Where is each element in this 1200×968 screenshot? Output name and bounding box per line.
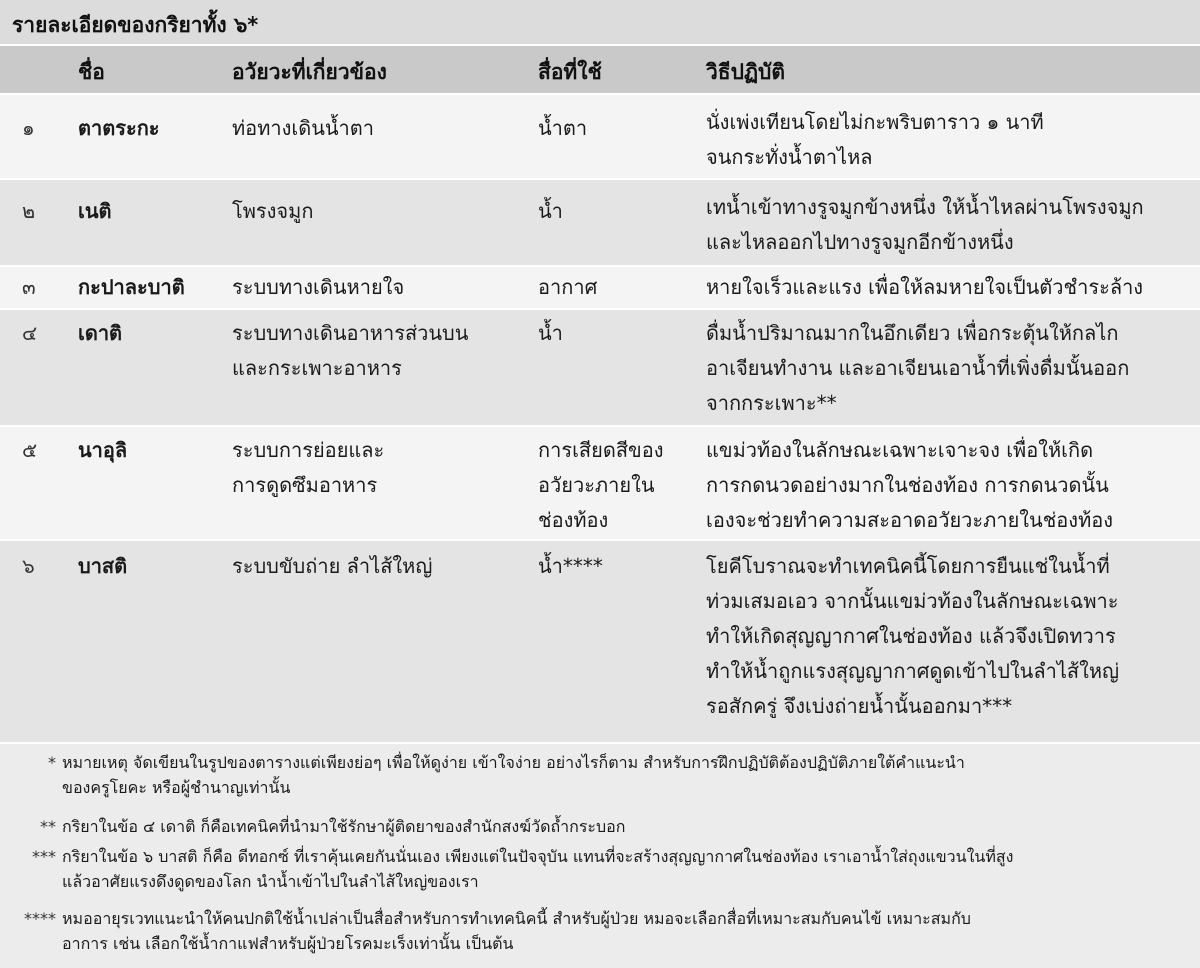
footnote-text <box>62 844 1190 894</box>
header-medium: สื่อที่ใช้ <box>538 60 602 84</box>
medium-line: ช่องท้อง <box>538 508 609 532</box>
organ-cell <box>232 433 522 503</box>
method-line: รอสักครู่ จึงเบ่งถ่ายน้ำนั้นออกมา*** <box>706 694 1013 718</box>
footnote-text <box>62 814 1190 839</box>
footnote-text <box>62 750 1190 800</box>
footnote-mark: ** <box>40 817 56 836</box>
medium-cell <box>538 194 688 229</box>
kriya-name: กะปาละบาติ <box>78 275 185 299</box>
method-line: ดื่มน้ำปริมาณมากในอึกเดียว เพื่อกระตุ้นให้กลไก <box>706 321 1119 345</box>
footnote-line: หมายเหตุ จัดเขียนในรูปของตารางแต่เพียงย่อๆ เพื่อให้ดูง่าย เข้าใจง่าย อย่างไรก็ตาม สำหรับการฝึกปฏิบัติต้องปฏิบัติภายใต้คำแนะนำ <box>62 753 965 772</box>
kriya-name: นาอุลิ <box>78 438 128 462</box>
footnote <box>0 906 1200 958</box>
footnote-line: แล้วอาศัยแรงดึงดูดของโลก นำน้ำเข้าไปในลำไส้ใหญ่ของเรา <box>62 872 479 891</box>
row-number: ๒ <box>22 199 36 223</box>
organ-cell <box>232 111 522 146</box>
table-row <box>0 427 1200 541</box>
footnote-line: กริยาในข้อ ๔ เดาติ ก็คือเทคนิคที่นำมาใช้รักษาผู้ติดยาของสำนักสงฆ์วัดถ้ำกระบอก <box>62 817 626 836</box>
method-line: แขม่วท้องในลักษณะเฉพาะเจาะจง เพื่อให้เกิด <box>706 438 1094 462</box>
method-cell <box>706 190 1191 260</box>
table-row <box>0 95 1200 180</box>
method-line: เองจะช่วยทำความสะอาดอวัยวะภายในช่องท้อง <box>706 508 1114 532</box>
footnote-line: อาการ เช่น เลือกใช้น้ำกาแฟสำหรับผู้ป่วยโรคมะเร็งเท่านั้น เป็นต้น <box>62 934 514 953</box>
table-row <box>0 267 1200 310</box>
method-line: นั่งเพ่งเทียนโดยไม่กะพริบตาราว ๑ นาที <box>706 110 1044 134</box>
footnote-line: ของครูโยคะ หรือผู้ชำนาญเท่านั้น <box>62 778 291 797</box>
footnote <box>0 814 1200 840</box>
medium-cell <box>538 270 688 305</box>
footnote-mark: *** <box>32 847 56 866</box>
table-title: รายละเอียดของกริยาทั้ง ๖* <box>12 13 259 37</box>
medium-line: น้ำ <box>538 321 563 345</box>
method-cell <box>706 433 1191 538</box>
organ-cell <box>232 194 522 229</box>
medium-cell <box>538 111 688 146</box>
medium-line: อวัยวะภายใน <box>538 473 655 497</box>
medium-cell <box>538 316 688 351</box>
kriya-name: เดาติ <box>78 321 123 345</box>
table-header-row <box>0 46 1200 95</box>
medium-cell <box>538 433 688 538</box>
header-organ: อวัยวะที่เกี่ยวข้อง <box>232 60 387 84</box>
footnote-line: กริยาในข้อ ๖ บาสติ ก็คือ ดีทอกซ์ ที่เราคุ้นเคยกันนั่นเอง เพียงแต่ในปัจจุบัน แทนที่จะสร้างสุญญากาศในช่องท้อง เราเอาน้ำใส่ถุงแขวนในที่สูง <box>62 847 1014 866</box>
medium-line: น้ำตา <box>538 116 588 140</box>
footnote <box>0 750 1200 802</box>
header-name: ชื่อ <box>78 60 105 84</box>
kriya-name: เนติ <box>78 199 112 223</box>
header-method: วิธีปฏิบัติ <box>706 60 786 84</box>
method-line: อาเจียนทำงาน และอาเจียนเอาน้ำที่เพิ่งดื่มนั้นออก <box>706 356 1130 380</box>
organ-cell <box>232 270 522 305</box>
method-line: หายใจเร็วและแรง เพื่อให้ลมหายใจเป็นตัวชำระล้าง <box>706 275 1144 299</box>
row-number: ๖ <box>22 554 35 578</box>
method-cell <box>706 270 1191 305</box>
method-line: และไหลออกไปทางรูจมูกอีกข้างหนึ่ง <box>706 230 1014 254</box>
organ-line: ระบบทางเดินอาหารส่วนบน <box>232 321 469 345</box>
medium-line: อากาศ <box>538 275 598 299</box>
footnote-text <box>62 906 1190 956</box>
medium-line: น้ำ**** <box>538 554 603 578</box>
method-line: การกดนวดอย่างมากในช่องท้อง การกดนวดนั้น <box>706 473 1109 497</box>
organ-line: ท่อทางเดินน้ำตา <box>232 116 374 140</box>
kriya-name: ตาตระกะ <box>78 116 160 140</box>
organ-cell <box>232 316 522 386</box>
method-line: เทน้ำเข้าทางรูจมูกข้างหนึ่ง ให้น้ำไหลผ่านโพรงจมูก <box>706 195 1144 219</box>
medium-cell <box>538 549 688 584</box>
kriya-name: บาสติ <box>78 554 128 578</box>
footnote-mark: **** <box>24 909 56 928</box>
table-row <box>0 310 1200 427</box>
footnote <box>0 844 1200 896</box>
footnote-line: หมออายุรเวทแนะนำให้คนปกติใช้น้ำเปล่าเป็นสื่อสำหรับการทำเทคนิคนี้ สำหรับผู้ป่วย หมอจะเลือกสื่อที่เหมาะสมกับคนไข้ เหมาะสมกับ <box>62 909 971 928</box>
method-line: โยคีโบราณจะทำเทคนิคนี้โดยการยืนแช่ในน้ำที่ <box>706 554 1110 578</box>
organ-line: ระบบทางเดินหายใจ <box>232 275 405 299</box>
footnote-mark: * <box>48 753 56 772</box>
organ-cell <box>232 549 522 584</box>
row-number: ๑ <box>22 116 35 140</box>
organ-line: ระบบการย่อยและ <box>232 438 385 462</box>
method-line: ทำให้น้ำถูกแรงสุญญากาศดูดเข้าไปในลำไส้ใหญ่ <box>706 659 1120 683</box>
method-line: ทำให้เกิดสุญญากาศในช่องท้อง แล้วจึงเปิดทวาร <box>706 624 1116 648</box>
method-cell <box>706 549 1191 724</box>
row-number: ๔ <box>22 321 38 345</box>
medium-line: น้ำ <box>538 199 563 223</box>
organ-line: ระบบขับถ่าย ลำไส้ใหญ่ <box>232 554 433 578</box>
footnotes <box>0 746 1200 968</box>
organ-line: และกระเพาะอาหาร <box>232 356 402 380</box>
organ-line: โพรงจมูก <box>232 199 314 223</box>
title-bar <box>0 0 1200 46</box>
method-line: ท่วมเสมอเอว จากนั้นแขม่วท้องในลักษณะเฉพาะ <box>706 589 1119 613</box>
method-cell <box>706 105 1191 175</box>
row-number: ๓ <box>22 275 36 299</box>
table-row <box>0 541 1200 744</box>
medium-line: การเสียดสีของ <box>538 438 664 462</box>
method-line: จากกระเพาะ** <box>706 391 837 415</box>
method-line: จนกระทั่งน้ำตาไหล <box>706 145 873 169</box>
table-row <box>0 180 1200 267</box>
method-cell <box>706 316 1191 421</box>
row-number: ๕ <box>22 438 38 462</box>
organ-line: การดูดซึมอาหาร <box>232 473 378 497</box>
